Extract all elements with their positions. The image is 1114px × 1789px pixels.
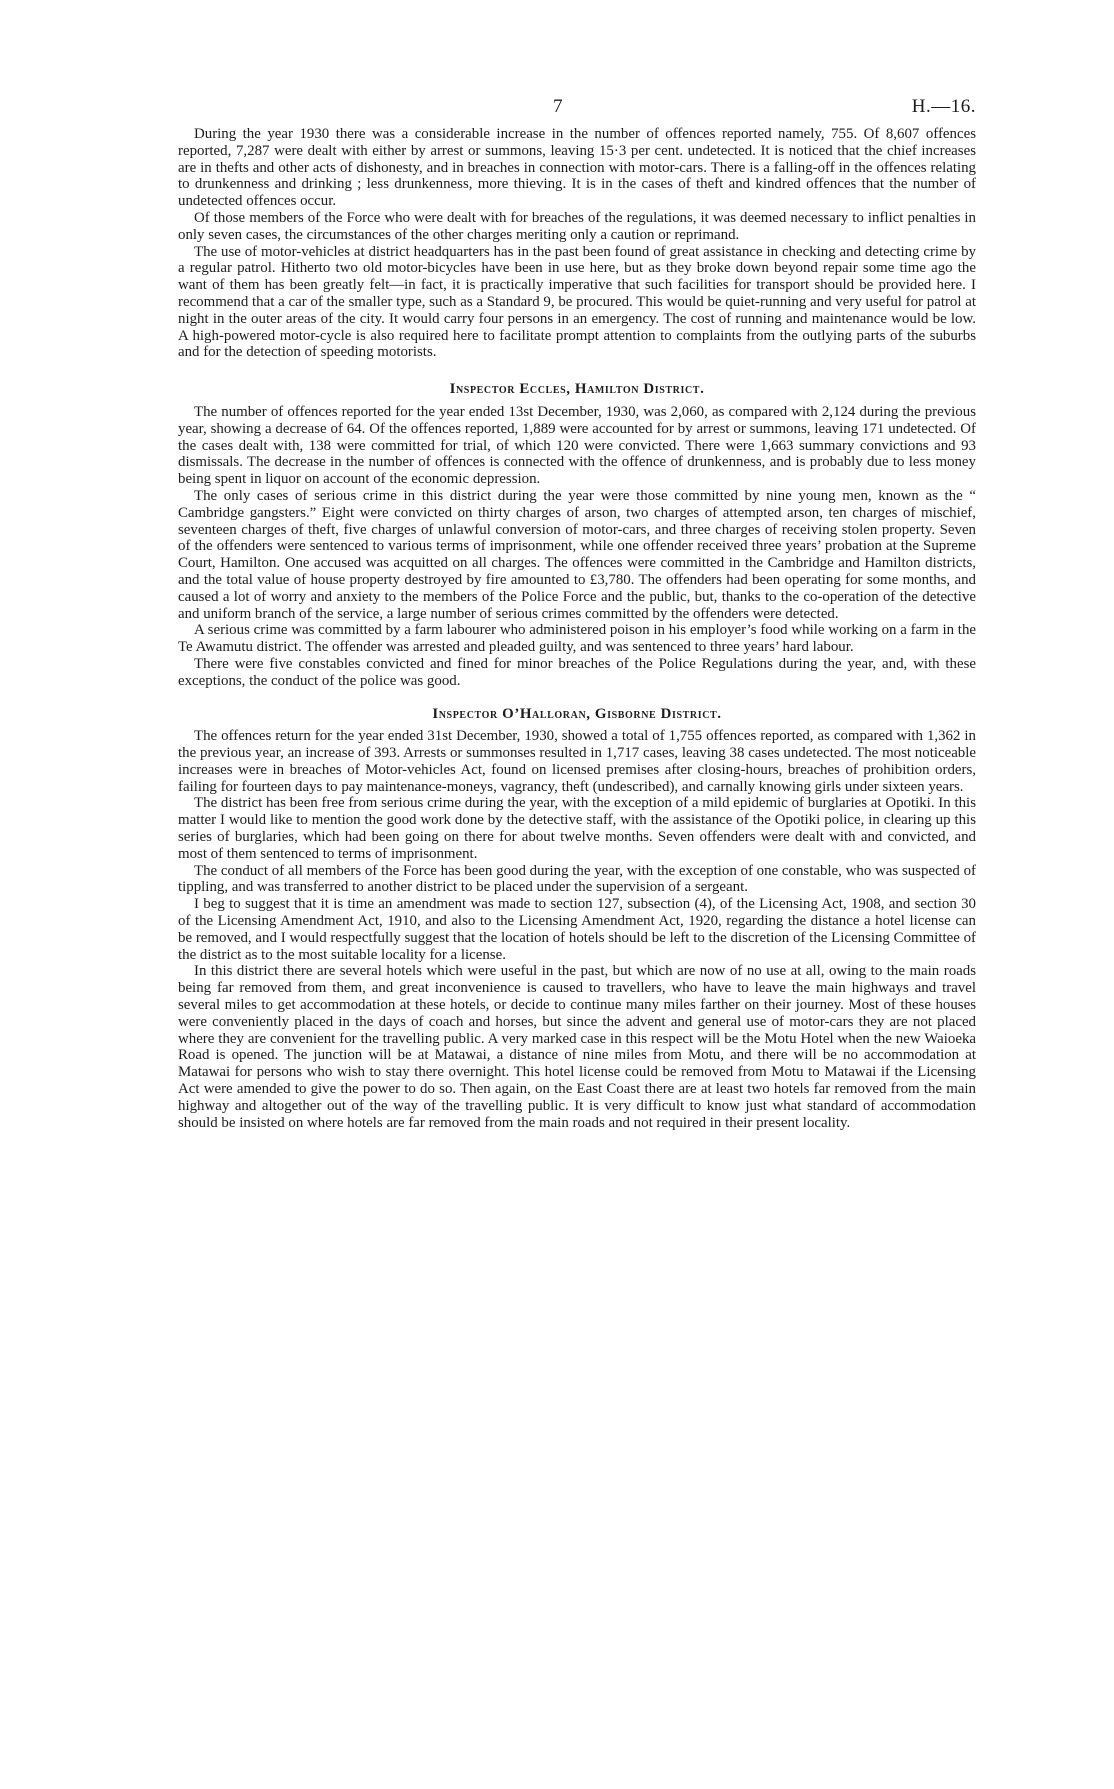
paragraph: A serious crime was committed by a farm labourer who administered poison in his employer’s food while working on a farm in the Te Awamutu district. The offender was arrested and pleaded guilty, and was sentenced to three years’ hard labour. <box>178 622 976 656</box>
document-code: H.—16. <box>911 96 976 117</box>
document-page <box>178 96 976 1131</box>
paragraph: In this district there are several hotels which were useful in the past, but which are now of no use at all, owing to the main roads being far removed from them, and great inconvenience is caused to travellers, who have to leave the main highways and travel several miles to get accommodation at these hotels, or decide to continue many miles farther on their journey. Most of these houses were conveniently placed in the days of coach and horses, but since the advent and general use of motor-cars they are not placed where they are convenient for the travelling public. A very marked case in this respect will be the Motu Hotel when the new Waioeka Road is opened. The junction will be at Matawai, a distance of nine miles from Motu, and there will be no accommodation at Matawai for persons who wish to stay there overnight. This hotel license could be removed from Motu to Matawai if the Licensing Act were amended to give the power to do so. Then again, on the East Coast there are at least two hotels far removed from the main highway and altogether out of the way of the travelling public. It is very difficult to know just what standard of accommodation should be insisted on where hotels are far removed from the main roads and not required in their present locality. <box>178 963 976 1131</box>
paragraph: The district has been free from serious crime during the year, with the exception of a mild epidemic of burglaries at Opotiki. In this matter I would like to mention the good work done by the detective staff, with the assistance of the Opotiki police, in clearing up this series of burglaries, which had been going on there for about twelve months. Seven offenders were dealt with and convicted, and most of them sentenced to terms of imprisonment. <box>178 795 976 862</box>
paragraph: There were five constables convicted and fined for minor breaches of the Police Regulations during the year, and, with these exceptions, the conduct of the police was good. <box>178 655 976 689</box>
paragraph: Of those members of the Force who were dealt with for breaches of the regulations, it was deemed necessary to inflict penalties in only seven cases, the circumstances of the other charges meriting only a caution or reprimand. <box>178 209 976 243</box>
section-hamilton-district <box>178 381 976 689</box>
section-heading: Inspector O’Halloran, Gisborne District. <box>432 705 722 722</box>
paragraph: I beg to suggest that it is time an amendment was made to section 127, subsection (4), of the Licensing Act, 1908, and section 30 of the Licensing Amendment Act, 1910, and also to the Licensing Amendment Act, 1920, regarding the distance a hotel license can be removed, and I would respectfully suggest that the location of hotels should be left to the discretion of the Licensing Committee of the district as to the most suitable locality for a license. <box>178 896 976 963</box>
paragraph: The conduct of all members of the Force has been good during the year, with the exception of one constable, who was suspected of tippling, and was transferred to another district to be placed under the supervision of a sergeant. <box>178 862 976 896</box>
running-header <box>178 96 976 126</box>
page-number: 7 <box>553 96 563 117</box>
section-heading: Inspector Eccles, Hamilton District. <box>449 381 705 398</box>
paragraph: The use of motor-vehicles at district headquarters has in the past been found of great assistance in checking and detecting crime by a regular patrol. Hitherto two old motor-bicycles have been in use here, but as they broke down beyond repair some time ago the want of them has been greatly felt—in fact, it is practically imperative that such facilities for transport should be provided here. I recommend that a car of the smaller type, such as a Standard 9, be procured. This would be quiet-running and very useful for patrol at night in the outer areas of the city. It would carry four persons in an emergency. The cost of running and maintenance would be low. A high-powered motor-cycle is also required here to facilitate prompt attention to complaints from the outlying parts of the suburbs and for the detection of speeding motorists. <box>178 243 976 361</box>
paragraph: The offences return for the year ended 31st December, 1930, showed a total of 1,755 offences reported, as compared with 1,362 in the previous year, an increase of 393. Arrests or summonses resulted in 1,717 cases, leaving 38 cases undetected. The most noticeable increases were in breaches of Motor-vehicles Act, found on licensed premises after closing-hours, breaches of prohibition orders, failing for fourteen days to pay maintenance-moneys, vagrancy, theft (undescribed), and carnally knowing girls under sixteen years. <box>178 728 976 795</box>
section-gisborne-district <box>178 706 976 1132</box>
section-continuation <box>178 126 976 361</box>
paragraph: The number of offences reported for the year ended 13st December, 1930, was 2,060, as compared with 2,124 during the previous year, showing a decrease of 64. Of the offences reported, 1,889 were accounted for by arrest or summons, leaving 171 undetected. Of the cases dealt with, 138 were committed for trial, of which 120 were convicted. There were 1,663 summary convictions and 93 dismissals. The decrease in the number of offences is connected with the offence of drunkenness, and is probably due to less money being spent in liquor on account of the economic depression. <box>178 403 976 488</box>
paragraph: During the year 1930 there was a considerable increase in the number of offences reported namely, 755. Of 8,607 offences reported, 7,287 were dealt with either by arrest or summons, leaving 15·3 per cent. undetected. It is noticed that the chief increases are in thefts and other acts of dishonesty, and in breaches in connection with motor-cars. There is a falling-off in the offences relating to drunkenness and drinking ; less drunkenness, more thieving. It is in the cases of theft and kindred offences that the number of undetected offences occur. <box>178 126 976 210</box>
paragraph: The only cases of serious crime in this district during the year were those committed by nine young men, known as the “ Cambridge gangsters.” Eight were convicted on thirty charges of arson, two charges of attempted arson, ten charges of mischief, seventeen charges of theft, five charges of unlawful conversion of motor-cars, and three charges of receiving stolen property. Seven of the offenders were sentenced to various terms of imprisonment, while one offender received three years’ probation at the Supreme Court, Hamilton. One accused was acquitted on all charges. The offences were committed in the Cambridge and Hamilton districts, and the total value of house property destroyed by fire amounted to £3,780. The offenders had been operating for some months, and caused a lot of worry and anxiety to the members of the Police Force and the public, but, thanks to the co-operation of the detective and uniform branch of the service, a large number of serious crimes committed by the offenders were detected. <box>178 487 976 622</box>
